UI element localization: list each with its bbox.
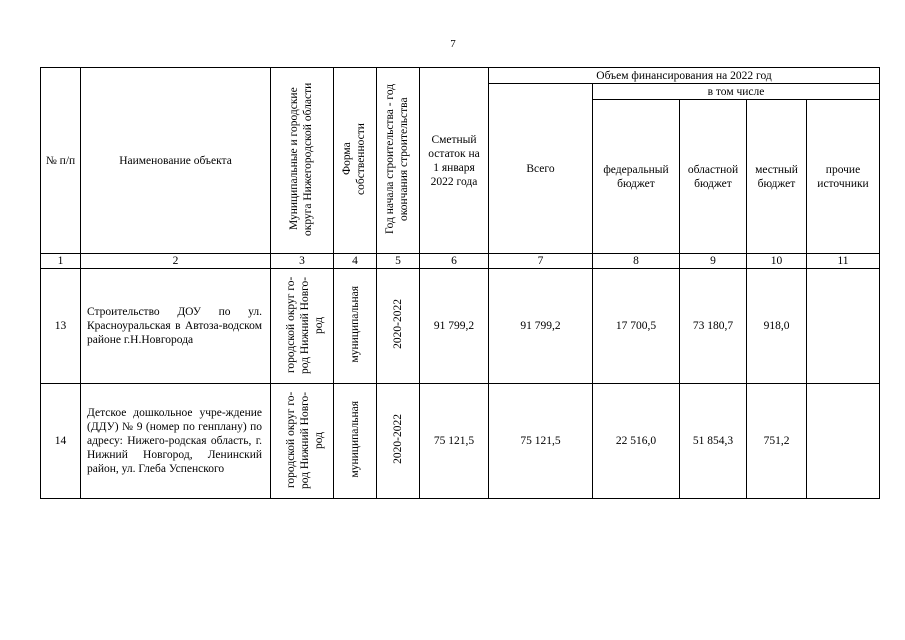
column-index: 4 xyxy=(334,254,377,269)
district-cell xyxy=(271,269,334,384)
column-index: 5 xyxy=(377,254,420,269)
header-regional: областной бюджет xyxy=(680,100,747,254)
header-including: в том числе xyxy=(593,84,880,100)
financing-table xyxy=(40,67,880,499)
federal-cell: 17 700,5 xyxy=(593,269,680,384)
header-years xyxy=(377,68,420,254)
header-years-text: Год начала строительства - год окончания строительства xyxy=(384,83,410,234)
regional-cell: 51 854,3 xyxy=(680,384,747,499)
object-name xyxy=(81,384,271,499)
column-index: 9 xyxy=(680,254,747,269)
ownership-text: муниципальная xyxy=(349,400,361,478)
header-federal: федеральный бюджет xyxy=(593,100,680,254)
header-ownership xyxy=(334,68,377,254)
district-cell xyxy=(271,384,334,499)
years-cell xyxy=(377,269,420,384)
header-district xyxy=(271,68,334,254)
other-cell xyxy=(807,384,880,499)
total-cell: 91 799,2 xyxy=(489,269,593,384)
table-row xyxy=(41,384,880,499)
other-cell xyxy=(807,269,880,384)
header-district-text: Муниципальные и городские округа Нижегородской области xyxy=(288,81,314,236)
header-total: Всего xyxy=(489,84,593,254)
column-index: 7 xyxy=(489,254,593,269)
column-index: 2 xyxy=(81,254,271,269)
object-name-text: Детское дошкольное учре-ждение (ДДУ) № 9 (номер по генплану) по адресу: Нижего-родская область, г. Нижний Новгород, Ленинский район, ул. Глеба Успенского xyxy=(87,407,262,475)
header-name: Наименование объекта xyxy=(81,68,271,254)
header-local: местный бюджет xyxy=(747,100,807,254)
years-text: 2020-2022 xyxy=(392,414,404,464)
row-number: 14 xyxy=(41,384,81,499)
column-index: 6 xyxy=(420,254,489,269)
header-ownership-text: Форма собственности xyxy=(341,122,367,195)
column-index: 1 xyxy=(41,254,81,269)
balance-cell: 91 799,2 xyxy=(420,269,489,384)
district-text: городской округ го-род Нижний Новго-род xyxy=(285,276,325,374)
column-index: 8 xyxy=(593,254,680,269)
column-index: 10 xyxy=(747,254,807,269)
object-name-text: Строительство ДОУ по ул. Красноуральская в Автоза-водском районе г.Н.Новгорода xyxy=(87,306,262,346)
page-number: 7 xyxy=(450,38,456,50)
row-number: 13 xyxy=(41,269,81,384)
header-funding-group: Объем финансирования на 2022 год xyxy=(489,68,880,84)
years-cell xyxy=(377,384,420,499)
years-text: 2020-2022 xyxy=(392,299,404,349)
ownership-cell xyxy=(334,384,377,499)
header-num: № п/п xyxy=(41,68,81,254)
ownership-cell xyxy=(334,269,377,384)
balance-cell: 75 121,5 xyxy=(420,384,489,499)
column-index: 3 xyxy=(271,254,334,269)
regional-cell: 73 180,7 xyxy=(680,269,747,384)
table-row xyxy=(41,269,880,384)
federal-cell: 22 516,0 xyxy=(593,384,680,499)
header-balance: Сметный остаток на 1 января 2022 года xyxy=(420,68,489,254)
district-text: городской округ го-род Нижний Новго-род xyxy=(285,391,325,489)
column-index: 11 xyxy=(807,254,880,269)
ownership-text: муниципальная xyxy=(349,285,361,363)
total-cell: 75 121,5 xyxy=(489,384,593,499)
header-other: прочие источники xyxy=(807,100,880,254)
local-cell: 918,0 xyxy=(747,269,807,384)
local-cell: 751,2 xyxy=(747,384,807,499)
object-name xyxy=(81,269,271,384)
